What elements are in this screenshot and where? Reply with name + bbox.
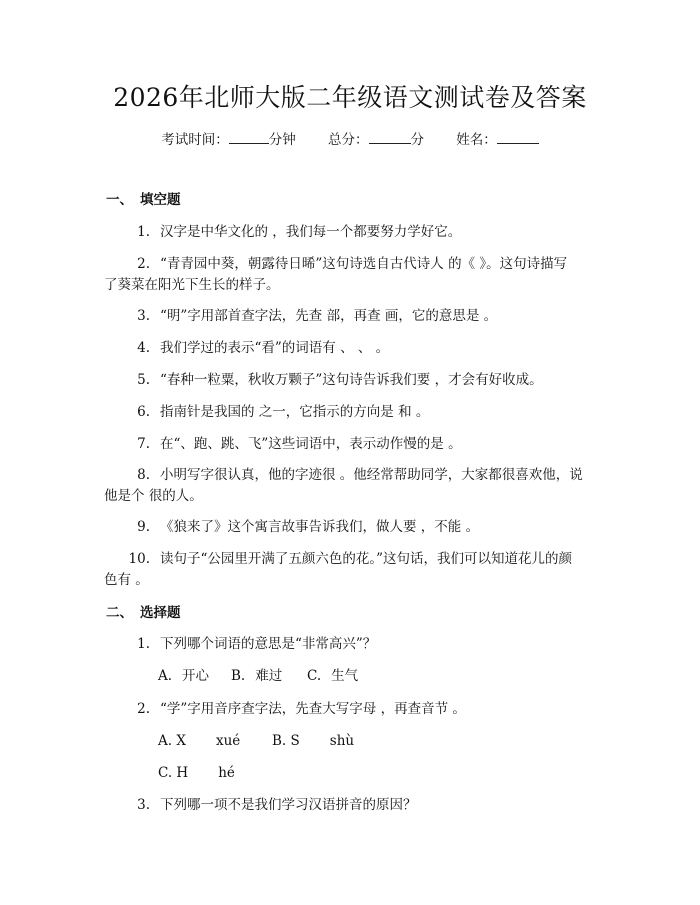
fill-question-2 [137, 253, 568, 275]
question-number: 1. [137, 636, 150, 652]
fill-question-9 [137, 516, 480, 538]
choice-question-1 [137, 633, 377, 655]
time-blank[interactable] [229, 129, 269, 144]
question-number: 9. [137, 519, 150, 535]
fill-question-10-cont [104, 569, 149, 591]
option-b[interactable]: B. S shù [272, 733, 355, 749]
fill-question-7 [137, 433, 462, 455]
score-blank[interactable] [369, 129, 411, 144]
fill-question-10 [128, 548, 573, 570]
time-unit: 分钟 [268, 132, 296, 148]
choice-2-options-row1 [158, 731, 354, 751]
choice-2-options-row2 [158, 763, 235, 783]
option-b[interactable]: B. 难过 [231, 668, 283, 684]
question-text-line1: “青青园中葵，朝露待日晞”这句诗选自古代诗人 的《 》。这句诗描写 [160, 256, 568, 272]
question-number: 3. [137, 308, 150, 324]
question-number: 7. [137, 436, 150, 452]
question-number: 2. [137, 701, 150, 717]
option-c[interactable]: C. 生气 [307, 668, 359, 684]
score-unit: 分 [410, 132, 424, 148]
fill-question-4 [137, 337, 390, 359]
name-field [456, 129, 539, 150]
fill-question-8 [137, 464, 583, 486]
page-title: 2026年北师大版二年级语文测试卷及答案 [113, 83, 587, 112]
question-text: 在“、跑、跳、飞”这些词语中，表示动作慢的是 。 [160, 436, 462, 452]
question-text-line1: 小明写字很认真，他的字迹很 。他经常帮助同学，大家都很喜欢他，说 [160, 467, 583, 483]
option-a[interactable]: A. X xué [158, 733, 241, 749]
question-text: “春种一粒粟，秋收万颗子”这句诗告诉我们要 ，才会有好收成。 [160, 372, 543, 388]
question-text-line1: 读句子“公园里开满了五颜六色的花。”这句话，我们可以知道花儿的颜 [160, 551, 573, 567]
section-heading-fill [106, 190, 181, 210]
choice-question-2 [137, 698, 466, 720]
question-number: 1. [137, 224, 150, 240]
time-field [161, 129, 296, 150]
choice-1-options [158, 666, 358, 686]
question-text: 我们学过的表示“看”的词语有 、 、 。 [160, 340, 390, 356]
question-text: 汉字是中华文化的 ，我们每一个都要努力学好它。 [160, 224, 462, 240]
question-text: 下列哪一项不是我们学习汉语拼音的原因？ [160, 797, 417, 813]
question-text: 下列哪个词语的意思是“非常高兴”？ [160, 636, 377, 652]
section-title: 选择题 [140, 605, 181, 621]
question-text-line2: 色有 。 [104, 572, 149, 588]
option-a[interactable]: A. 开心 [158, 668, 210, 684]
question-number: 4. [137, 340, 150, 356]
question-number: 10. [128, 551, 150, 567]
fill-question-8-cont [104, 485, 203, 507]
question-text: 指南针是我国的 之一，它指示的方向是 和 。 [160, 404, 430, 420]
section-number: 二、 [106, 605, 133, 621]
score-field [328, 129, 424, 150]
question-text: “明”字用部首查字法，先查 部，再查 画，它的意思是 。 [160, 308, 498, 324]
question-number: 5. [137, 372, 150, 388]
name-blank[interactable] [497, 129, 539, 144]
section-heading-choice [106, 603, 181, 623]
fill-question-3 [137, 305, 498, 327]
fill-question-2-cont [104, 274, 280, 296]
question-number: 8. [137, 467, 150, 483]
exam-meta [0, 129, 700, 150]
choice-question-3 [137, 794, 417, 816]
question-number: 2. [137, 256, 150, 272]
section-number: 一、 [106, 192, 133, 208]
section-title: 填空题 [140, 192, 181, 208]
question-number: 3. [137, 797, 150, 813]
time-label: 考试时间： [161, 132, 229, 148]
fill-question-6 [137, 401, 430, 423]
question-text-line2: 他是个 很的人。 [104, 488, 203, 504]
fill-question-5 [137, 369, 543, 391]
question-text-line2: 了葵菜在阳光下生长的样子。 [104, 277, 280, 293]
question-text: 《狼来了》这个寓言故事告诉我们，做人要 ，不能 。 [160, 519, 480, 535]
fill-question-1 [137, 221, 462, 243]
question-text: “学”字用音序查字法，先查大写字母 ，再查音节 。 [160, 701, 466, 717]
name-label: 姓名： [456, 132, 497, 148]
option-c[interactable]: C. H hé [158, 765, 235, 781]
score-label: 总分： [328, 132, 369, 148]
question-number: 6. [137, 404, 150, 420]
